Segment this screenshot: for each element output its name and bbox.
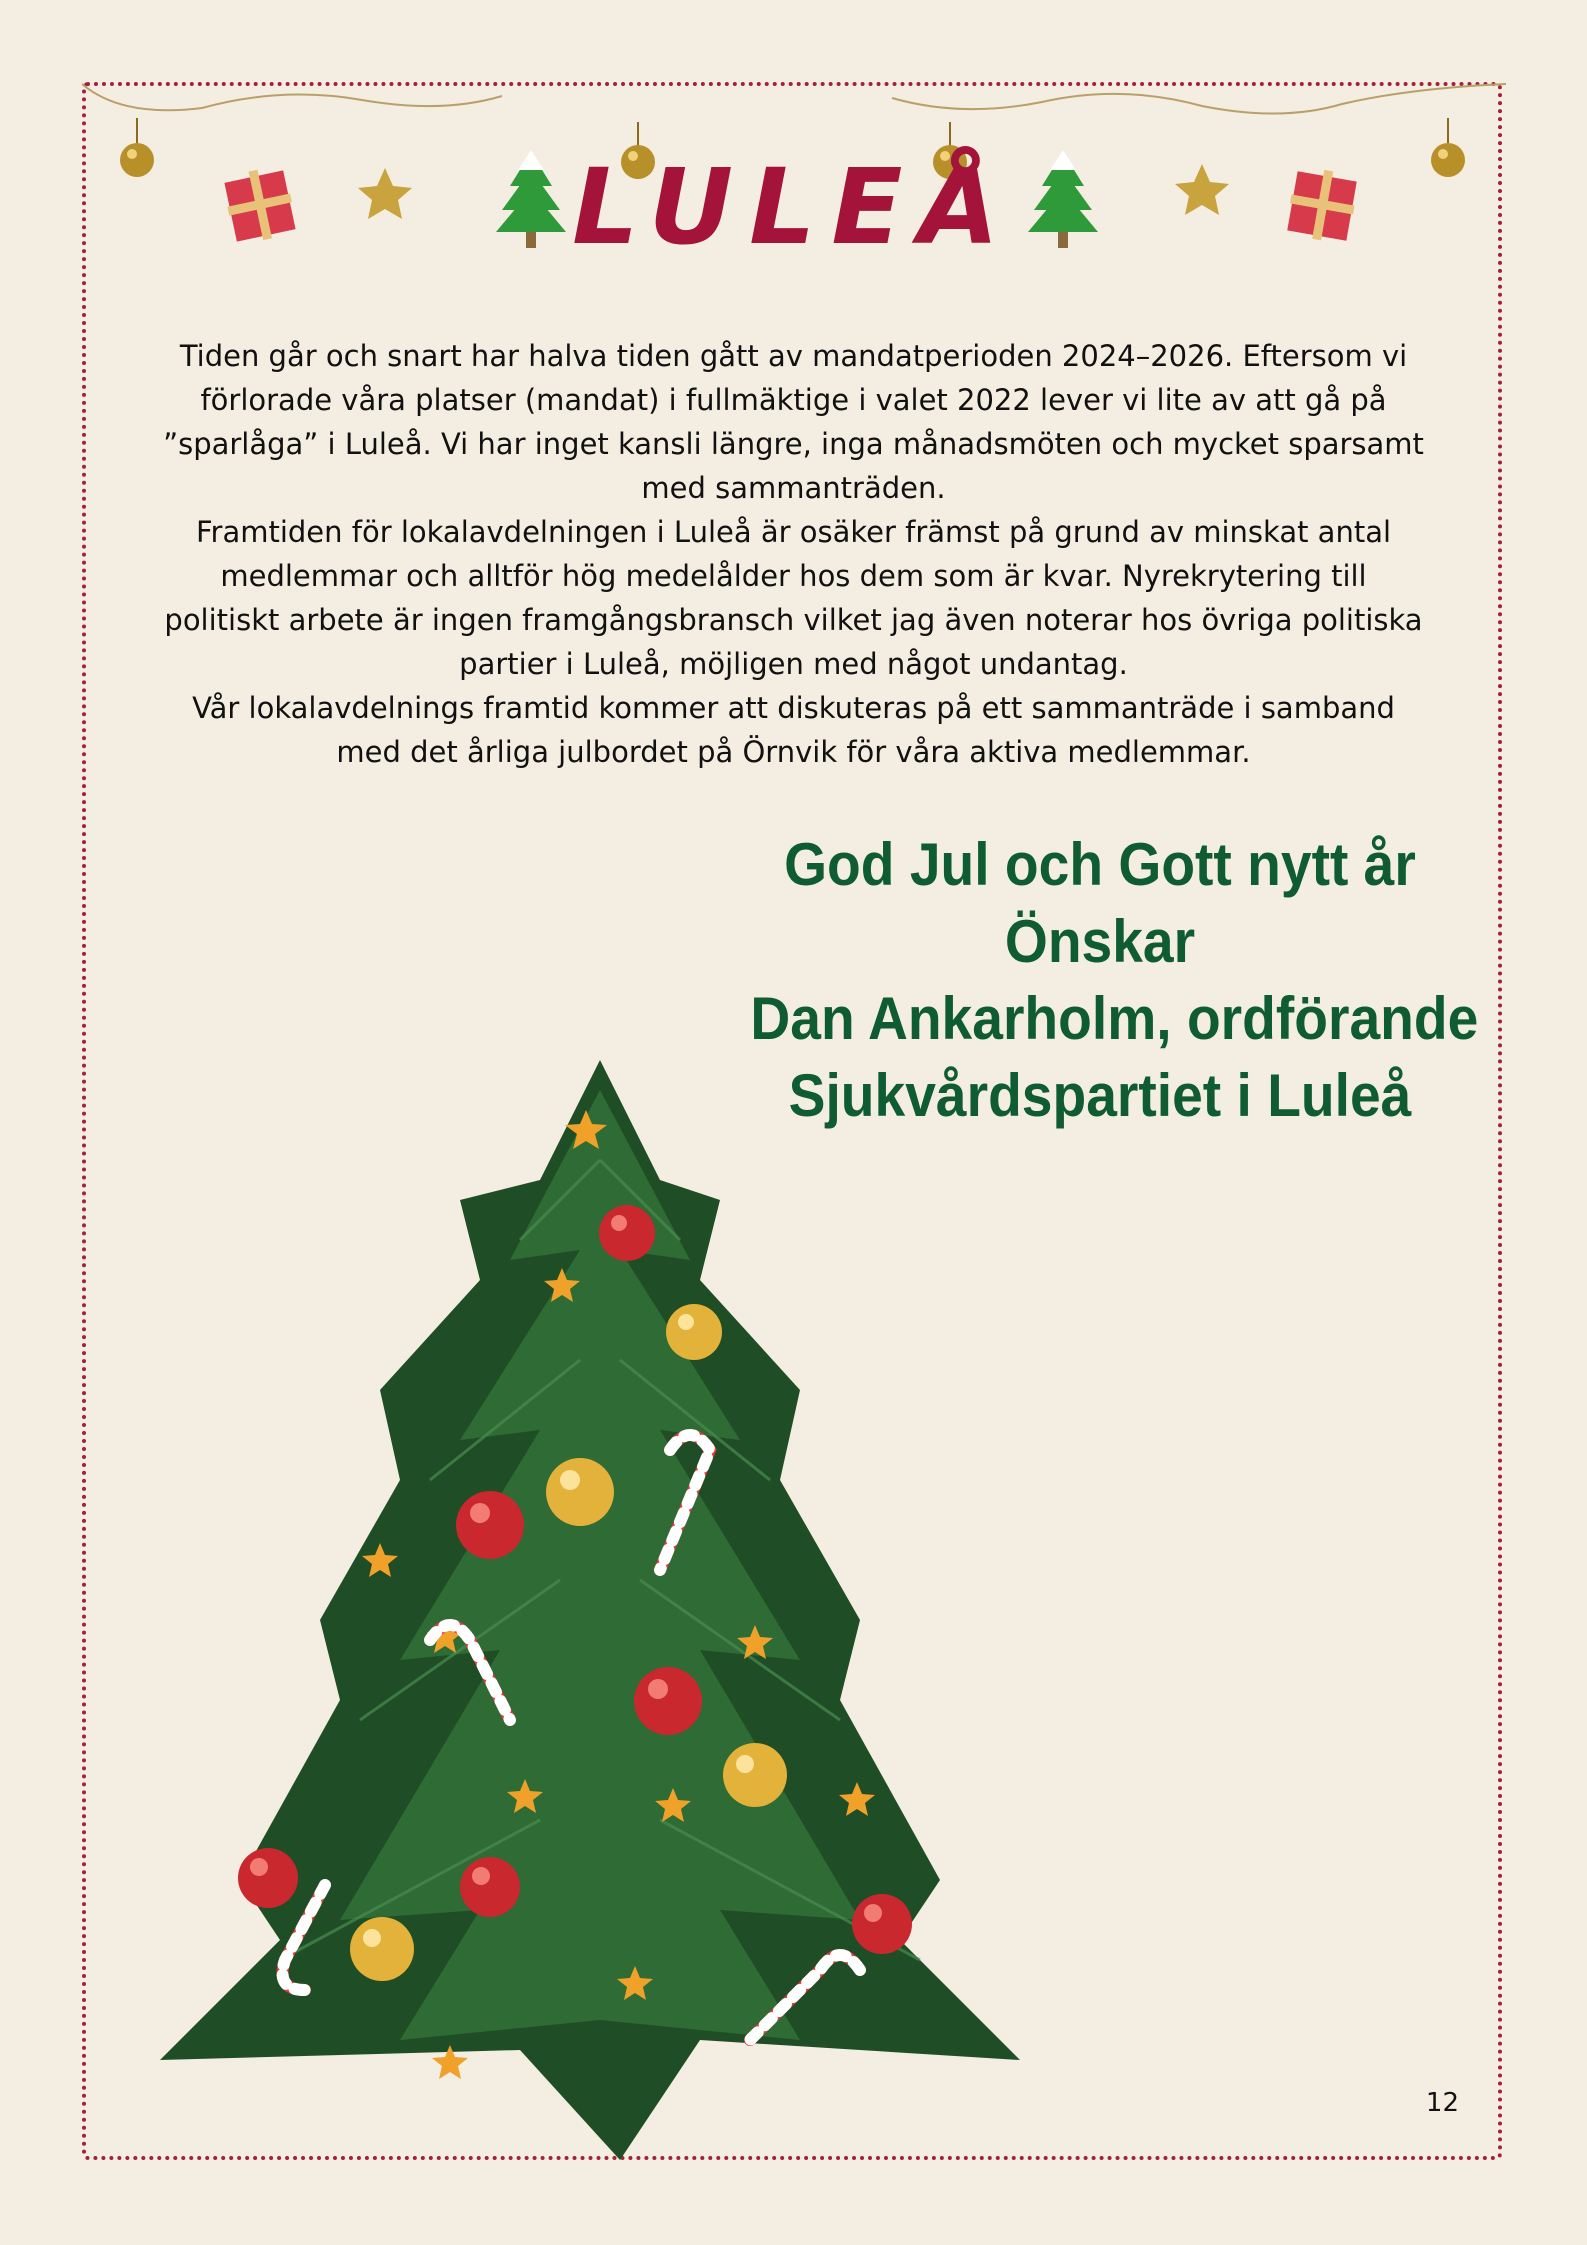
greeting-line: God Jul och Gott nytt år bbox=[784, 831, 1416, 898]
paragraph: Tiden går och snart har halva tiden gått av mandatperioden 2024–2026. Eftersom vi förlorade våra platser (mandat) i fullmäktige i valet 2022 lever vi lite av att gå på ”sparlåga” i Luleå. Vi har inget kansli längre, inga månadsmöten och mycket sparsamt med sammanträden. bbox=[163, 339, 1424, 505]
greeting-signature: Dan Ankarholm, ordförande bbox=[750, 985, 1479, 1052]
greeting-party: Sjukvårdspartiet i Luleå bbox=[788, 1062, 1412, 1129]
page-number: 12 bbox=[1425, 2088, 1459, 2118]
paragraph: Vår lokalavdelnings framtid kommer att diskuteras på ett sammanträde i samband med det årliga julbordet på Örnvik för våra aktiva medlemmar. bbox=[192, 691, 1395, 769]
greeting-line: Önskar bbox=[1004, 908, 1196, 975]
page-title: LULEÅ bbox=[572, 146, 1015, 268]
paragraph: Framtiden för lokalavdelningen i Luleå är osäker främst på grund av minskat antal medlemmar och alltför hög medelålder hos dem som är kvar. Nyrekrytering till politiskt arbete är ingen framgångsbransch vilket jag även noterar hos övriga politiska partier i Luleå, möjligen med något undantag. bbox=[164, 515, 1423, 681]
christmas-tree-image bbox=[100, 1060, 1100, 2160]
article-body bbox=[160, 334, 1427, 774]
